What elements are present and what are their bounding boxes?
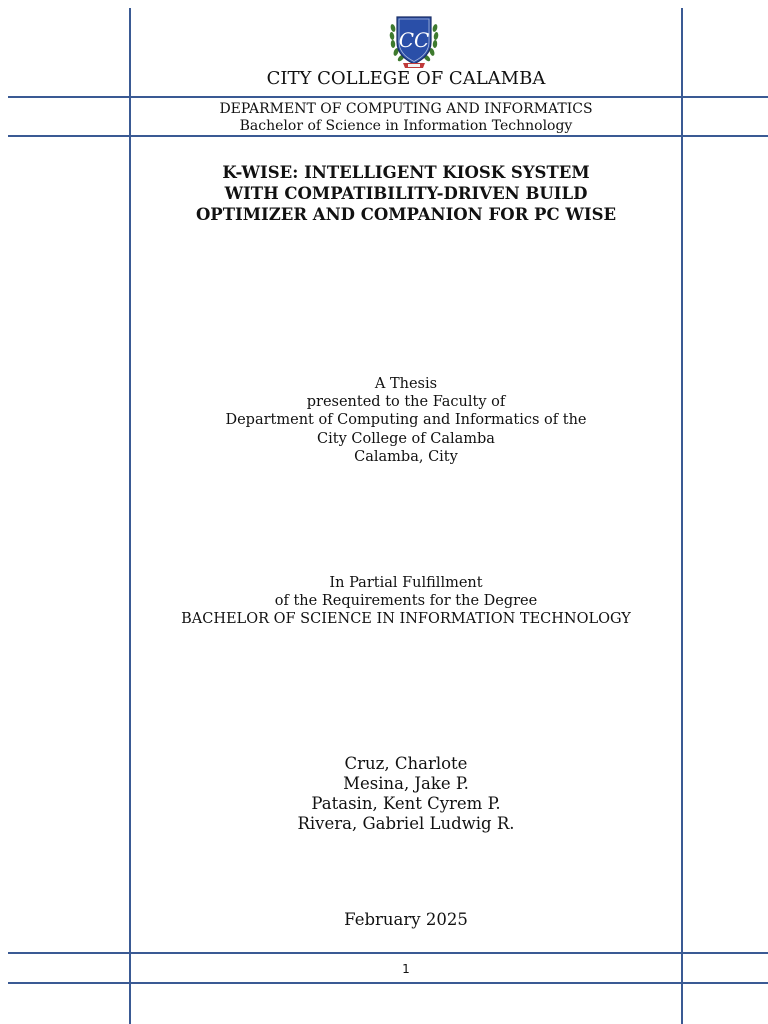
thesis-title (131, 162, 681, 225)
college-name: CITY COLLEGE OF CALAMBA (266, 68, 546, 89)
footer-top-rule (8, 952, 768, 954)
fulfillment-line: BACHELOR OF SCIENCE IN INFORMATION TECHNOLOGY (181, 611, 631, 628)
fulfillment-line: of the Requirements for the Degree (274, 593, 538, 610)
header-top-rule (8, 96, 768, 98)
presentation-line: Calamba, City (354, 448, 458, 465)
program-name: Bachelor of Science in Information Technology (239, 118, 573, 134)
presentation-statement (131, 375, 681, 466)
footer-bottom-rule (8, 982, 768, 984)
right-margin-rule (681, 8, 683, 1024)
author-name: Cruz, Charlote (344, 754, 468, 773)
college-seal-icon (386, 14, 442, 70)
presentation-line: presented to the Faculty of (306, 394, 506, 411)
title-line: OPTIMIZER AND COMPANION FOR PC WISE (195, 205, 617, 224)
title-line: K-WISE: INTELLIGENT KIOSK SYSTEM (222, 163, 590, 182)
author-name: Patasin, Kent Cyrem P. (311, 794, 501, 813)
author-name: Rivera, Gabriel Ludwig R. (297, 814, 515, 833)
author-list (131, 754, 681, 834)
header-bottom-rule (8, 135, 768, 137)
page-number: 1 (402, 962, 410, 976)
left-margin-rule (129, 8, 131, 1024)
department-name: DEPARMENT OF COMPUTING AND INFORMATICS (219, 101, 593, 117)
fulfillment-statement (131, 574, 681, 629)
submission-date: February 2025 (344, 910, 468, 929)
presentation-line: A Thesis (374, 376, 438, 392)
title-line: WITH COMPATIBILITY-DRIVEN BUILD (224, 184, 588, 203)
department-block (131, 101, 681, 135)
svg-text:CC: CC (398, 28, 430, 52)
presentation-line: City College of Calamba (317, 430, 495, 447)
author-name: Mesina, Jake P. (343, 774, 469, 793)
fulfillment-line: In Partial Fulfillment (329, 575, 483, 591)
presentation-line: Department of Computing and Informatics of the (225, 412, 587, 429)
